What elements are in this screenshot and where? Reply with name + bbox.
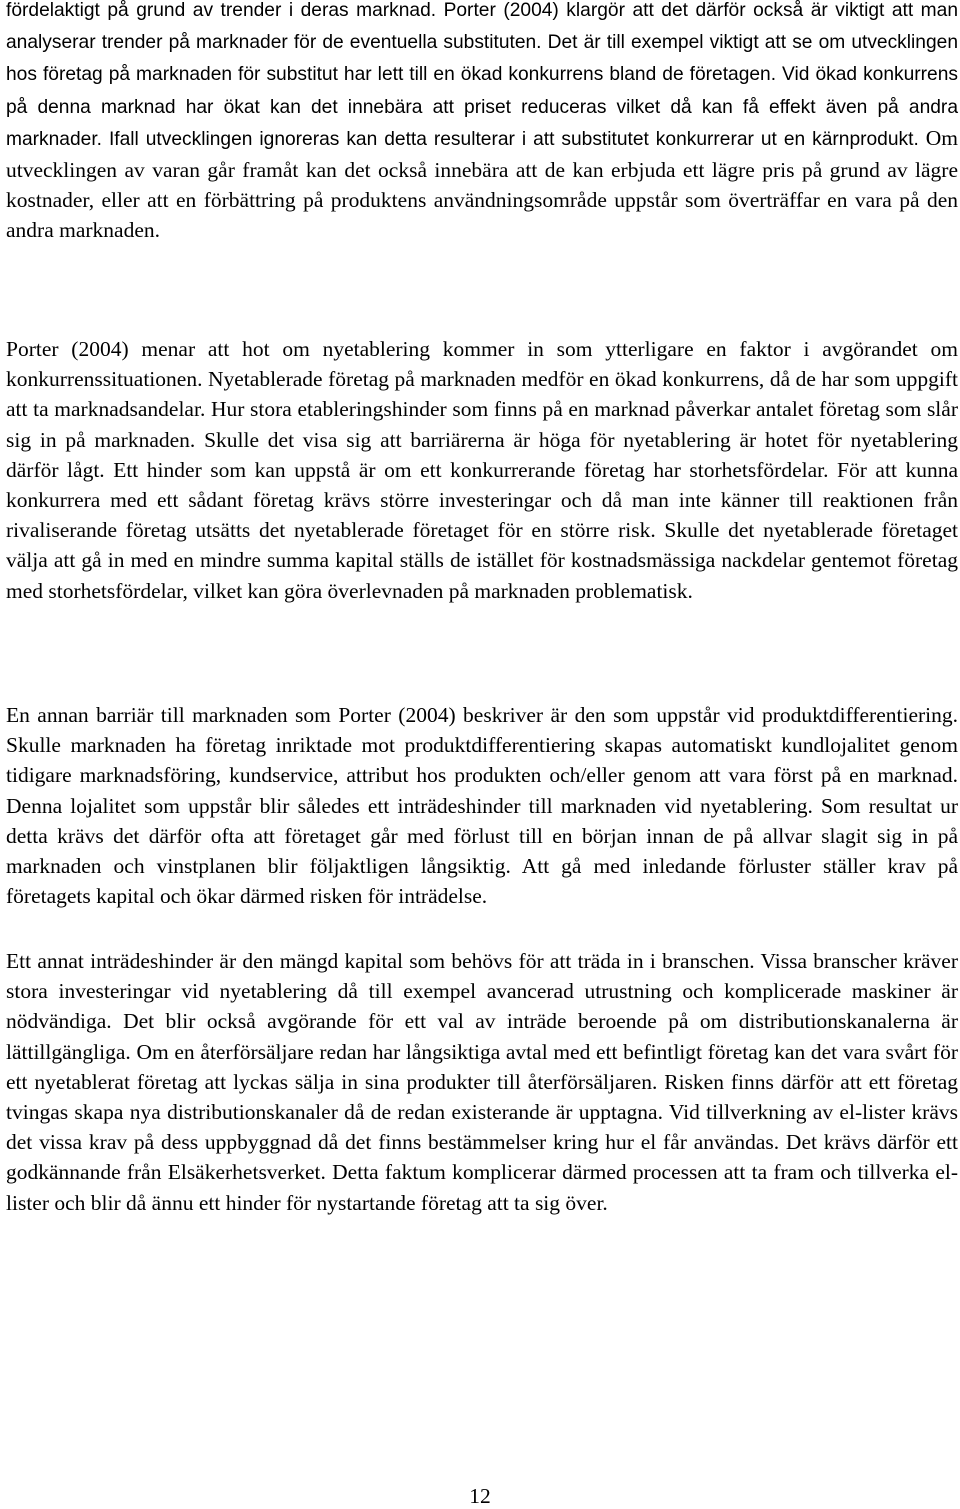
paragraph-segment: fördelaktigt på grund av trender i deras marknad. Porter (2004) klargör att det därför också är viktigt att man analyserar trender på marknader för de eventuella substituten. Det är till exempel viktigt att se om utvecklingen hos företag på marknaden för substitut har lett till en ökad konkurrens bland de företagen. Vid ökad konkurrens på denna marknad har ökat kan det innebära att priset reduceras vilket då kan få effekt även på andra marknader. Ifall utvecklingen ignoreras kan detta resulterar i att substitutet konkurrerar ut en kärnprodukt. [6,0,958,150]
paragraph-substitutes [6,0,958,246]
paragraph-segment: Om utvecklingen av varan går framåt kan det också innebära att de kan erbjuda ett lägre pris på grund av lägre kostnader, eller att en förbättring på produktens användningsområde uppstår som överträffar en vara på den andra marknaden. [6,125,958,243]
paragraph-capital-requirements [6,946,958,1218]
page-number: 12 [469,1484,491,1508]
paragraph-segment: Ett annat inträdeshinder är den mängd kapital som behövs för att träda in i branschen. Vissa branscher kräver stora investeringar vid nyetablering då till exempel avancerad utrustning och komplicerade maskiner är nödvändiga. Det blir också avgörande för ett val av inträde beroende på om distributionskanalerna är lättillgängliga. Om en återförsäljare redan har långsiktiga avtal med ett befintligt företag kan det vara svårt för ett nyetablerat företag att lyckas sälja in sina produkter till återförsäljaren. Risken finns därför att ett företag tvingas skapa nya distributionskanaler då de redan existerande är upptagna. Vid tillverkning av el-lister krävs det vissa krav på dess uppbyggnad då det finns bestämmelser kring hur el får användas. Det krävs därför ett godkännande från Elsäkerhetsverket. Detta faktum komplicerar därmed processen att ta fram och tillverka el-lister och blir då ännu ett hinder för nystartande företag att ta sig över. [6,949,958,1215]
paragraph-segment: Porter (2004) menar att hot om nyetablering kommer in som ytterligare en faktor i avgörandet om konkurrenssituationen. Nyetablerade företag på marknaden medför en ökad konkurrens, då de har som uppgift att ta marknadsandelar. Hur stora etableringshinder som finns på en marknad påverkar antalet företag som slår sig in på marknaden. Skulle det visa sig att barriärerna är höga för nyetablering är hotet för nyetablering därför lågt. Ett hinder som kan uppstå är om ett konkurrerande företag har storhetsfördelar. För att kunna konkurrera med ett sådant företag krävs större investeringar och då man inte känner till reaktionen från rivaliserande företag utsätts det nyetablerade företaget för en större risk. Skulle det nyetablerade företaget välja att gå in med en mindre summa kapital ställs de istället för kostnadsmässiga nackdelar gentemot företag med storhetsfördelar, vilket kan göra överlevnaden på marknaden problematisk. [6,337,958,603]
document-page [6,0,958,1508]
paragraph-product-differentiation [6,700,958,911]
paragraph-segment: En annan barriär till marknaden som Porter (2004) beskriver är den som uppstår vid produktdifferentiering. Skulle marknaden ha företag inriktade mot produktdifferentiering skapas automatiskt kundlojalitet genom tidigare marknadsföring, kundservice, attribut hos produkten och/eller genom att vara först på en marknad. Denna lojalitet som uppstår blir således ett inträdeshinder till marknaden vid nyetablering. Som resultat ur detta krävs det därför ofta att företaget går med förlust till en början innan de på allvar slagit sig in på marknaden och vinstplanen blir följaktligen långsiktig. Att gå med inledande förluster ställer krav på företagets kapital och ökar därmed risken för inträdelse. [6,703,958,909]
paragraph-new-entrants [6,334,958,606]
